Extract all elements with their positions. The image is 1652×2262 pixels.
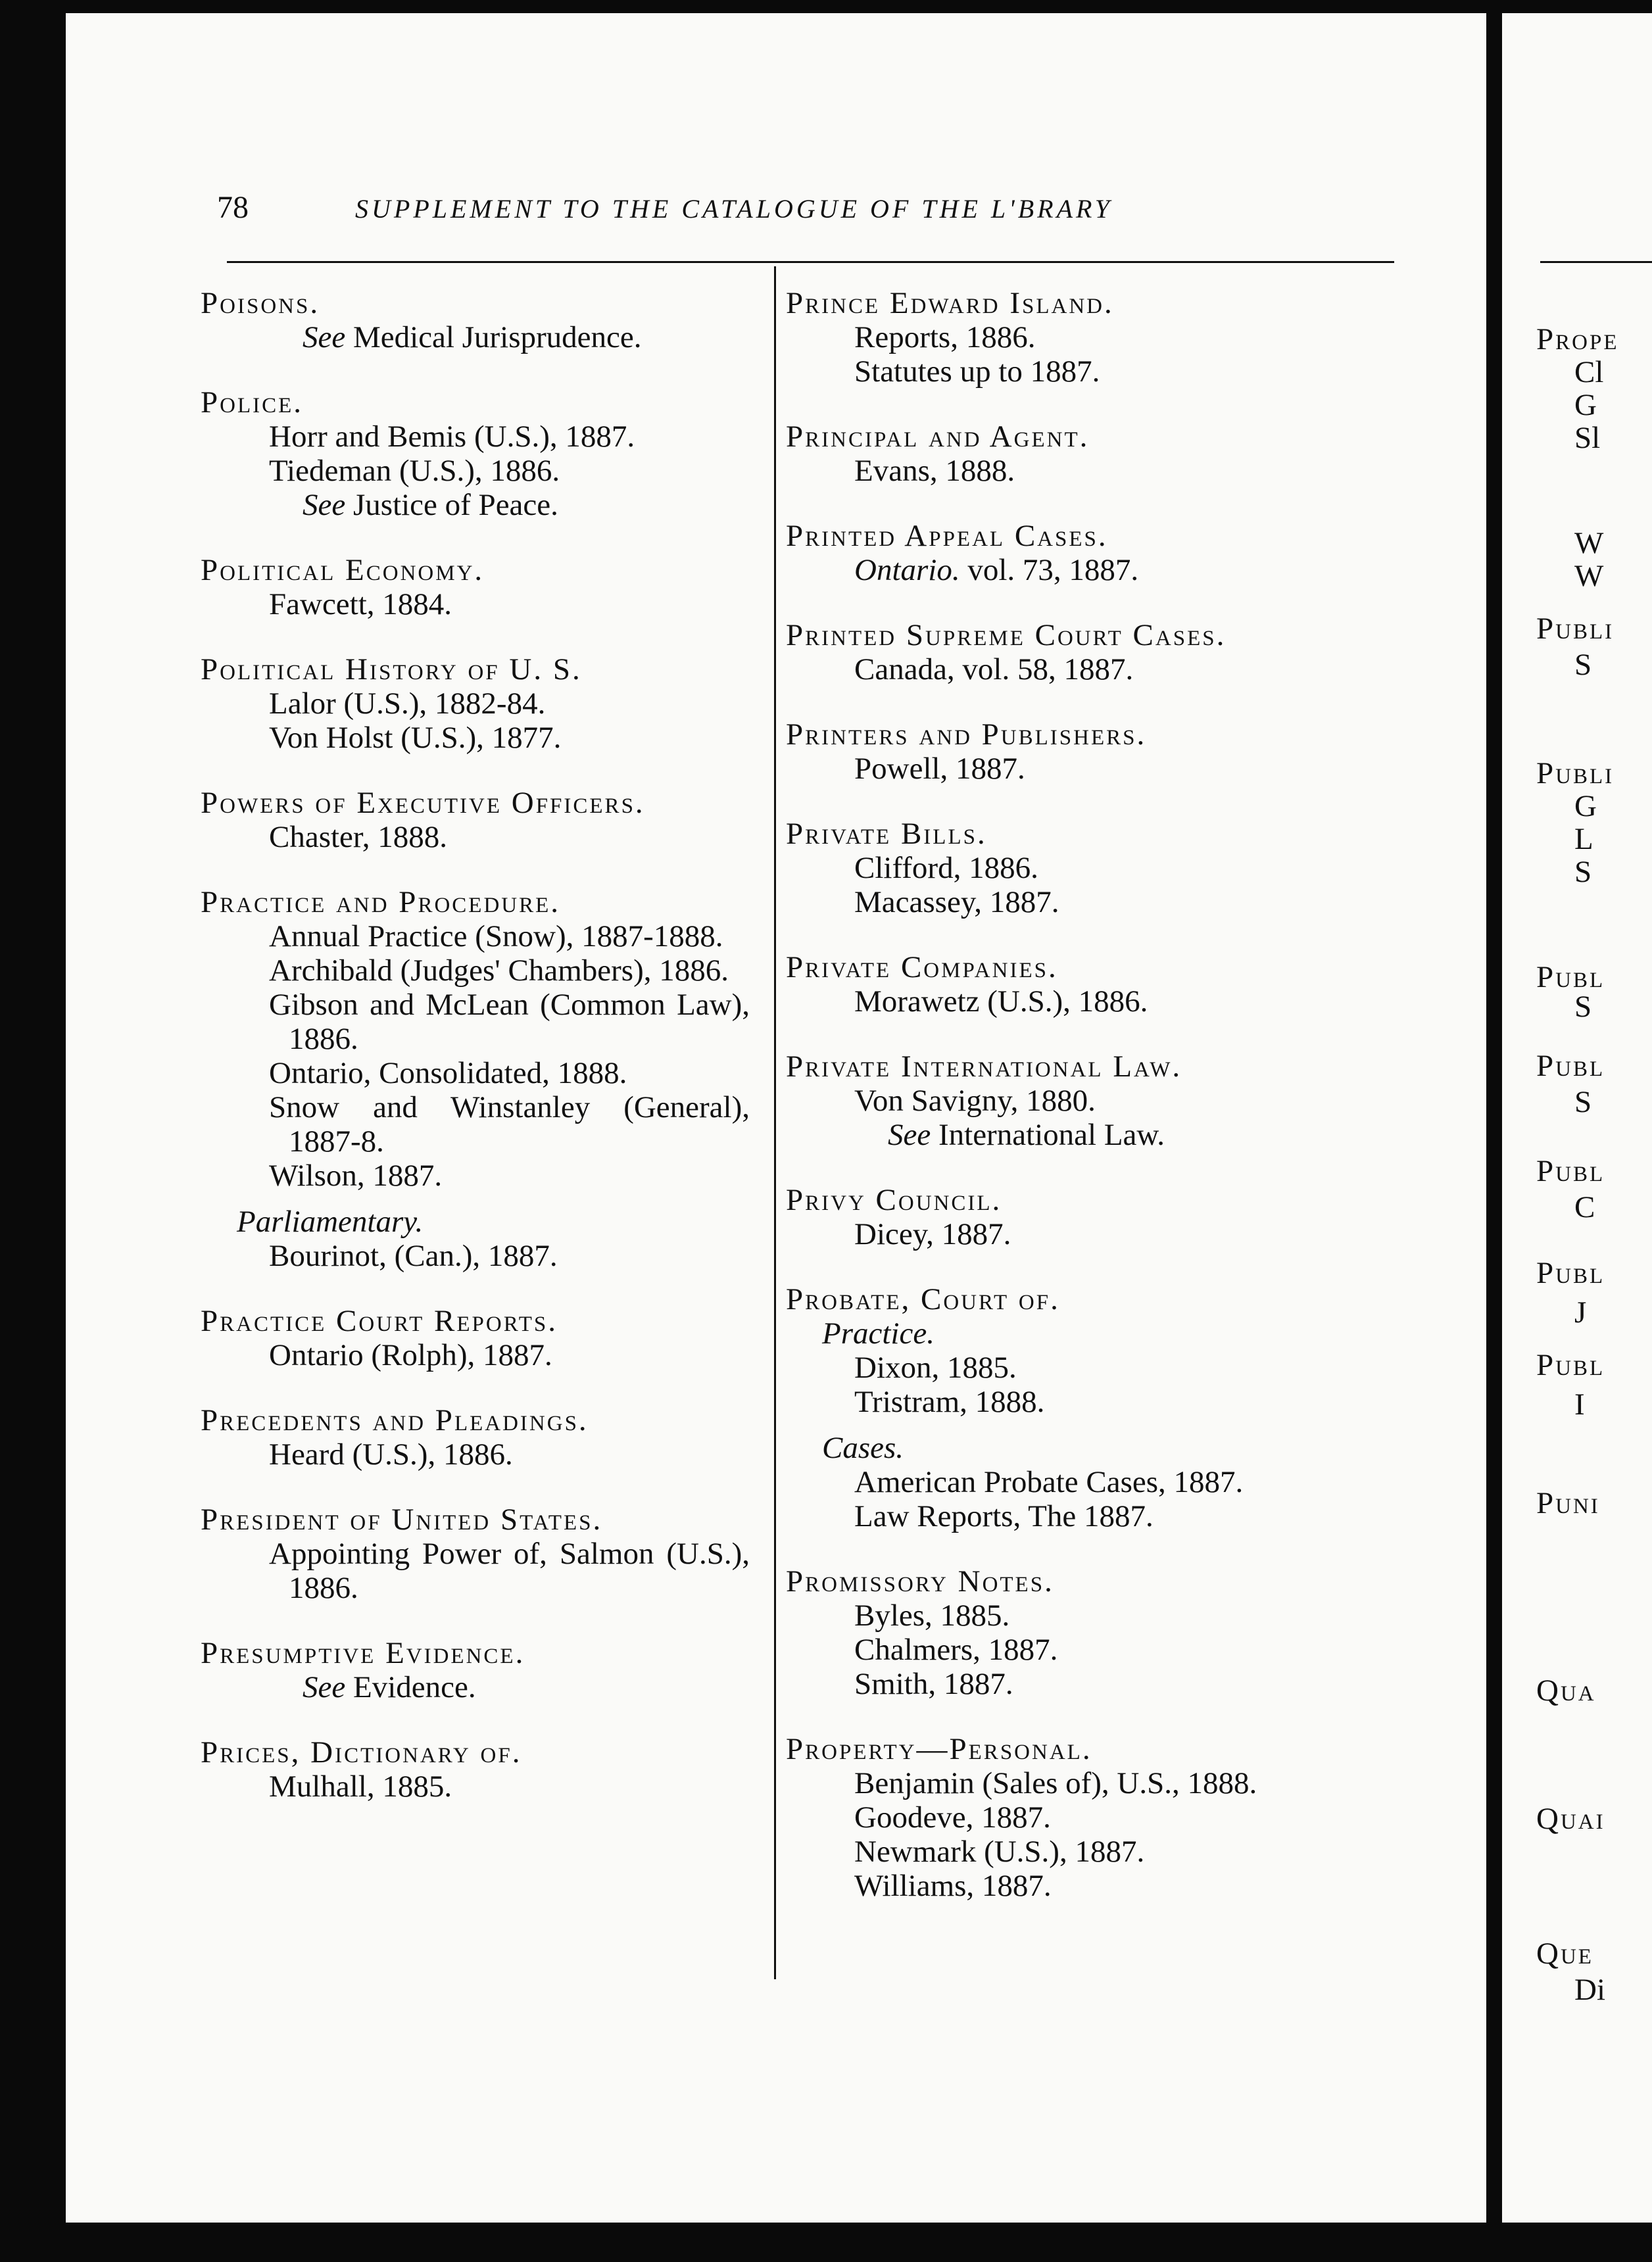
- subsection-label: Cases.: [822, 1431, 904, 1465]
- catalogue-reference: [786, 1800, 1414, 1835]
- adjacent-heading-fragment: Publ: [1536, 1348, 1605, 1382]
- see-reference-marker: See: [303, 488, 346, 522]
- see-reference-marker: See: [303, 320, 346, 354]
- reference-text: Macassey, 1887.: [854, 885, 1059, 919]
- catalogue-entry: [201, 1735, 750, 1804]
- catalogue-reference: [201, 1769, 750, 1804]
- reference-text: Tiedeman (U.S.), 1886.: [269, 454, 560, 488]
- catalogue-reference: [201, 1159, 750, 1193]
- reference-text: Williams, 1887.: [854, 1869, 1052, 1903]
- catalogue-reference: [786, 1766, 1414, 1800]
- reference-text: Powell, 1887.: [854, 752, 1025, 786]
- adjacent-line-fragment: W: [1574, 559, 1604, 593]
- adjacent-heading-fragment: Que: [1536, 1937, 1593, 1971]
- reference-text: Wilson, 1887.: [269, 1159, 443, 1193]
- catalogue-entry: [786, 717, 1414, 786]
- catalogue-entry: [201, 1636, 750, 1704]
- catalogue-reference: [201, 420, 750, 454]
- reference-text: Lalor (U.S.), 1882-84.: [269, 686, 546, 721]
- adjacent-heading-fragment: Publi: [1536, 612, 1615, 646]
- subject-heading: Property—Personal.: [786, 1732, 1092, 1766]
- catalogue-reference: [201, 1670, 750, 1704]
- catalogue-entry: [786, 1183, 1414, 1251]
- reference-text: Ontario (Rolph), 1887.: [269, 1338, 552, 1372]
- catalogue-reference: [786, 984, 1414, 1019]
- catalogue-reference: [201, 454, 750, 488]
- subject-heading: Practice and Procedure.: [201, 885, 561, 919]
- catalogue-entry: [786, 1564, 1414, 1701]
- subsection-label: Practice.: [822, 1316, 935, 1351]
- reference-text: Benjamin (Sales of), U.S., 1888.: [854, 1766, 1257, 1800]
- reference-text: Fawcett, 1884.: [269, 587, 452, 621]
- catalogue-reference: [201, 820, 750, 854]
- catalogue-reference: [786, 1465, 1414, 1499]
- catalogue-reference: [786, 1869, 1414, 1903]
- reference-text: Law Reports, The 1887.: [854, 1499, 1154, 1533]
- subject-heading: Political History of U. S.: [201, 652, 582, 686]
- catalogue-reference: [201, 1437, 750, 1472]
- reference-text: Canada, vol. 58, 1887.: [854, 652, 1134, 686]
- reference-text: Horr and Bemis (U.S.), 1887.: [269, 420, 635, 454]
- subject-heading: Private Companies.: [786, 950, 1058, 984]
- catalogue-reference: [201, 953, 750, 988]
- catalogue-entry: [786, 519, 1414, 587]
- adjacent-line-fragment: G: [1574, 388, 1597, 422]
- reference-text: Smith, 1887.: [854, 1667, 1013, 1701]
- catalogue-reference: [201, 1537, 750, 1605]
- catalogue-entry: [201, 286, 750, 354]
- subject-heading: Privy Council.: [786, 1183, 1002, 1217]
- catalogue-reference: [786, 1667, 1414, 1701]
- reference-text: Morawetz (U.S.), 1886.: [854, 984, 1148, 1019]
- reference-text: Newmark (U.S.), 1887.: [854, 1835, 1145, 1869]
- catalogue-entry: [201, 1304, 750, 1372]
- reference-text: Ontario, Consolidated, 1888.: [269, 1056, 627, 1090]
- adjacent-heading-fragment: Qua: [1536, 1673, 1596, 1708]
- adjacent-page-rule: [1540, 261, 1652, 263]
- adjacent-heading-fragment: Publ: [1536, 1256, 1605, 1290]
- subject-heading: Principal and Agent.: [786, 420, 1090, 454]
- catalogue-reference: [786, 752, 1414, 786]
- adjacent-line-fragment: Cl: [1574, 355, 1604, 389]
- catalogue-entry: [201, 652, 750, 755]
- subject-heading: Printed Supreme Court Cases.: [786, 618, 1227, 652]
- catalogue-entry: [786, 1732, 1414, 1903]
- reference-text: Archibald (Judges' Chambers), 1886.: [269, 953, 729, 988]
- adjacent-line-fragment: S: [1574, 990, 1592, 1024]
- subject-heading: Promissory Notes.: [786, 1564, 1054, 1599]
- catalogue-reference: [786, 354, 1414, 389]
- catalogue-reference: [786, 553, 1414, 587]
- reference-text: Tristram, 1888.: [854, 1385, 1045, 1419]
- adjacent-heading-fragment: Quai: [1536, 1802, 1605, 1836]
- catalogue-entry: [201, 786, 750, 854]
- catalogue-reference: [201, 721, 750, 755]
- reference-text: Reports, 1886.: [854, 320, 1036, 354]
- reference-text: Goodeve, 1887.: [854, 1800, 1051, 1835]
- catalogue-reference: [786, 320, 1414, 354]
- subject-heading: President of United States.: [201, 1503, 603, 1537]
- reference-text: Evidence.: [345, 1670, 476, 1704]
- adjacent-line-fragment: C: [1574, 1190, 1595, 1224]
- catalogue-entry: [201, 553, 750, 621]
- catalogue-entry: [201, 885, 750, 1273]
- catalogue-reference: [786, 1499, 1414, 1533]
- adjacent-line-fragment: L: [1574, 822, 1593, 856]
- catalogue-reference: [786, 1599, 1414, 1633]
- reference-text: International Law.: [931, 1118, 1165, 1152]
- adjacent-heading-fragment: Prope: [1536, 322, 1619, 356]
- reference-text: Heard (U.S.), 1886.: [269, 1437, 513, 1472]
- catalogue-entry: [201, 385, 750, 522]
- catalogue-reference: [786, 851, 1414, 885]
- left-column: [201, 286, 750, 1835]
- see-reference-marker: See: [303, 1670, 346, 1704]
- catalogue-entry: [201, 1503, 750, 1605]
- adjacent-heading-fragment: Publ: [1536, 1154, 1605, 1188]
- catalogue-reference: [201, 587, 750, 621]
- reference-text: Von Holst (U.S.), 1877.: [269, 721, 562, 755]
- catalogue-entry: [786, 1049, 1414, 1152]
- adjacent-line-fragment: S: [1574, 648, 1592, 682]
- catalogue-entry: [786, 817, 1414, 919]
- catalogue-reference: [786, 454, 1414, 488]
- catalogue-reference: [786, 1118, 1414, 1152]
- reference-text: Annual Practice (Snow), 1887-1888.: [269, 919, 723, 953]
- subject-heading: Probate, Court of.: [786, 1282, 1060, 1316]
- reference-text: Chalmers, 1887.: [854, 1633, 1058, 1667]
- adjacent-line-fragment: Sl: [1574, 421, 1601, 455]
- catalogue-reference: [786, 1351, 1414, 1385]
- reference-text: Dixon, 1885.: [854, 1351, 1017, 1385]
- adjacent-line-fragment: W: [1574, 526, 1604, 560]
- catalogue-reference: [786, 1217, 1414, 1251]
- catalogue-reference: [201, 1338, 750, 1372]
- catalogue-entry: [786, 1282, 1414, 1533]
- subject-heading: Prices, Dictionary of.: [201, 1735, 522, 1769]
- catalogue-reference: [201, 1090, 750, 1159]
- subject-heading: Political Economy.: [201, 553, 485, 587]
- subject-heading: Poisons.: [201, 286, 320, 320]
- catalogue-reference: [201, 320, 750, 354]
- adjacent-heading-fragment: Publ: [1536, 1049, 1605, 1083]
- subject-heading: Private Bills.: [786, 817, 987, 851]
- right-column: [786, 286, 1414, 1934]
- catalogue-reference: [201, 488, 750, 522]
- reference-text: Statutes up to 1887.: [854, 354, 1100, 389]
- catalogue-reference: [786, 885, 1414, 919]
- reference-text: Snow and Winstanley (General), 1887-8.: [269, 1090, 750, 1159]
- reference-text: Chaster, 1888.: [269, 820, 447, 854]
- reference-text: Mulhall, 1885.: [269, 1769, 452, 1804]
- subject-heading: Practice Court Reports.: [201, 1304, 558, 1338]
- adjacent-line-fragment: Di: [1574, 1973, 1605, 2007]
- catalogue-reference: [786, 1633, 1414, 1667]
- subject-heading: Prince Edward Island.: [786, 286, 1114, 320]
- subject-heading: Police.: [201, 385, 304, 420]
- reference-text: Appointing Power of, Salmon (U.S.), 1886.: [269, 1537, 750, 1605]
- adjacent-line-fragment: J: [1574, 1295, 1587, 1330]
- column-divider: [774, 266, 776, 1979]
- adjacent-heading-fragment: Publ: [1536, 960, 1605, 994]
- adjacent-heading-fragment: Publi: [1536, 756, 1615, 790]
- catalogue-entry: [786, 618, 1414, 686]
- catalogue-reference: [201, 686, 750, 721]
- subject-heading: Printed Appeal Cases.: [786, 519, 1108, 553]
- adjacent-line-fragment: G: [1574, 789, 1597, 823]
- running-title: SUPPLEMENT TO THE CATALOGUE OF THE L'BRARY: [355, 194, 1113, 224]
- reference-text: American Probate Cases, 1887.: [854, 1465, 1244, 1499]
- adjacent-line-fragment: I: [1574, 1387, 1585, 1422]
- page-header: [217, 189, 1401, 242]
- catalogue-reference: [201, 919, 750, 953]
- catalogue-entry: [786, 950, 1414, 1019]
- catalogue-reference: [201, 1239, 750, 1273]
- italic-reference-prefix: Ontario.: [854, 553, 960, 587]
- adjacent-heading-fragment: Puni: [1536, 1486, 1600, 1520]
- reference-text: Medical Jurisprudence.: [345, 320, 642, 354]
- catalogue-reference: [201, 1056, 750, 1090]
- reference-text: Von Savigny, 1880.: [854, 1084, 1096, 1118]
- reference-text: vol. 73, 1887.: [960, 553, 1139, 587]
- catalogue-entry: [786, 420, 1414, 488]
- reference-text: Justice of Peace.: [345, 488, 558, 522]
- catalogue-reference: [786, 1084, 1414, 1118]
- catalogue-entry: [786, 286, 1414, 389]
- subject-heading: Presumptive Evidence.: [201, 1636, 525, 1670]
- subject-heading: Precedents and Pleadings.: [201, 1403, 589, 1437]
- adjacent-page-edge: [1502, 13, 1652, 2223]
- adjacent-line-fragment: S: [1574, 855, 1592, 889]
- catalogue-entry: [201, 1403, 750, 1472]
- subject-heading: Powers of Executive Officers.: [201, 786, 645, 820]
- subject-heading: Private International Law.: [786, 1049, 1182, 1084]
- page-number: 78: [217, 190, 249, 225]
- catalogue-reference: [786, 1835, 1414, 1869]
- reference-text: Bourinot, (Can.), 1887.: [269, 1239, 558, 1273]
- reference-text: Evans, 1888.: [854, 454, 1015, 488]
- catalogue-reference: [786, 652, 1414, 686]
- subsection-label: Parliamentary.: [237, 1205, 424, 1239]
- reference-text: Dicey, 1887.: [854, 1217, 1011, 1251]
- adjacent-line-fragment: S: [1574, 1085, 1592, 1119]
- catalogue-reference: [786, 1385, 1414, 1419]
- reference-text: Gibson and McLean (Common Law), 1886.: [269, 988, 750, 1056]
- subject-heading: Printers and Publishers.: [786, 717, 1147, 752]
- catalogue-reference: [201, 988, 750, 1056]
- reference-text: Byles, 1885.: [854, 1599, 1010, 1633]
- see-reference-marker: See: [888, 1118, 931, 1152]
- header-rule: [227, 261, 1394, 263]
- reference-text: Clifford, 1886.: [854, 851, 1038, 885]
